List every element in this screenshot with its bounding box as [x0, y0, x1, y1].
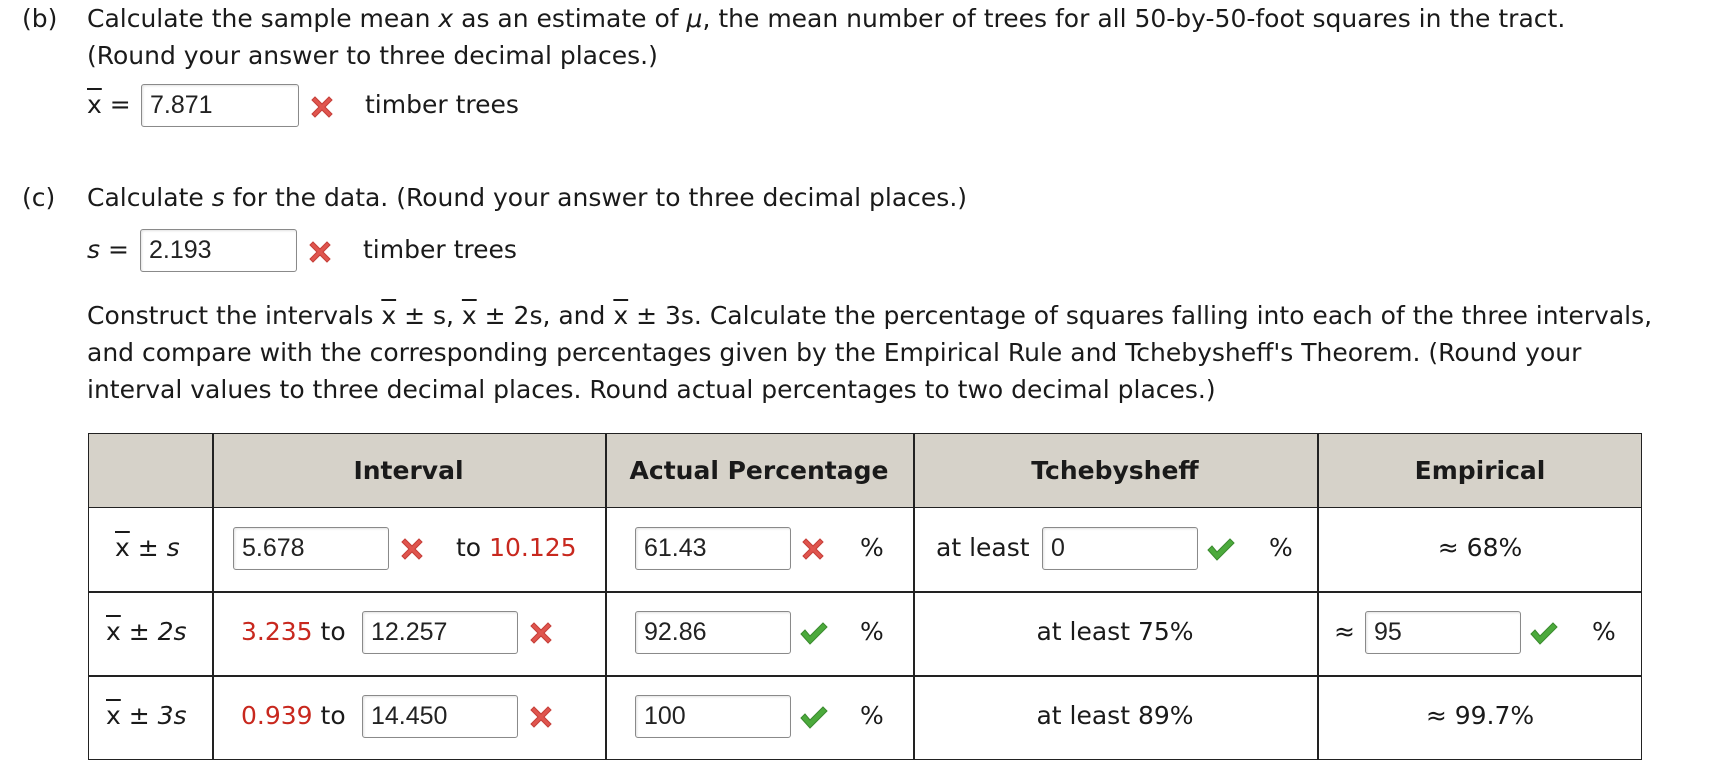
row1-interval-low-input[interactable]: 5.678 — [233, 527, 389, 570]
row2-empirical-input[interactable]: 95 — [1365, 611, 1521, 654]
row1-tcheb-prefix: at least — [936, 533, 1030, 562]
row2-tchebysheff: at least 75% — [1036, 617, 1194, 646]
row2-actual-input[interactable]: 92.86 — [635, 611, 791, 654]
row2-emp-pct: % — [1592, 617, 1616, 646]
check-mark-icon — [798, 702, 828, 732]
row3-interval-lower: 0.939 to — [241, 701, 346, 730]
part-b-unit: timber trees — [365, 90, 519, 119]
row3-actual-input[interactable]: 100 — [635, 695, 791, 738]
row2-actual-pct: % — [860, 617, 884, 646]
row1-tcheb-pct: % — [1269, 533, 1293, 562]
x-mark-icon — [526, 702, 556, 732]
row1-tcheb-input[interactable]: 0 — [1042, 527, 1198, 570]
header-tchebysheff: Tchebysheff — [1031, 456, 1199, 485]
part-b-question: Calculate the sample mean x as an estimate of μ, the mean number of trees for all 50-by-50-foot squares in the tract. — [87, 4, 1566, 33]
part-c-label: (c) — [22, 183, 56, 212]
row3-label: $\overline{x} \pm 3s$ — [106, 701, 187, 730]
row1-interval-upper: to 10.125 — [456, 533, 577, 562]
header-interval: Interval — [353, 456, 464, 485]
check-mark-icon — [1205, 534, 1235, 564]
row3-tchebysheff: at least 89% — [1036, 701, 1194, 730]
interval-table — [88, 433, 1642, 760]
row1-label: $\overline{x} \pm s$ — [115, 533, 180, 562]
x-mark-icon — [798, 534, 828, 564]
row3-empirical: ≈ 99.7% — [1425, 701, 1535, 730]
part-c-question: Calculate s for the data. (Round your answer to three decimal places.) — [87, 183, 968, 212]
row2-emp-prefix: ≈ — [1334, 617, 1355, 646]
construct-line1: Construct the intervals $\overline{x} \pm s$, $\overline{x} \pm 2s$, and $\overline{x} \pm 3s$. Calculate the percentage of squares falling into each of the three intervals, — [87, 301, 1653, 330]
row1-empirical: ≈ 68% — [1437, 533, 1523, 562]
row1-actual-input[interactable]: 61.43 — [635, 527, 791, 570]
x-mark-icon — [397, 534, 427, 564]
header-actual-percentage: Actual Percentage — [629, 456, 889, 485]
construct-line3: interval values to three decimal places. Round actual percentages to two decimal places.) — [87, 375, 1216, 404]
sample-mean-input[interactable]: 7.871 — [141, 84, 299, 127]
check-mark-icon — [1528, 618, 1558, 648]
part-b-label: (b) — [22, 4, 58, 33]
row3-actual-pct: % — [860, 701, 884, 730]
header-empirical: Empirical — [1414, 456, 1546, 485]
row1-actual-pct: % — [860, 533, 884, 562]
std-dev-input[interactable]: 2.193 — [140, 229, 297, 272]
part-b-question-line2: (Round your answer to three decimal places.) — [87, 41, 658, 70]
row2-label: $\overline{x} \pm 2s$ — [106, 617, 187, 646]
part-b-answer-label: $\overline{x}$ = — [87, 90, 131, 119]
construct-instructions — [87, 297, 1727, 408]
part-c-unit: timber trees — [363, 235, 517, 264]
x-mark-icon — [307, 92, 337, 122]
x-mark-icon — [526, 618, 556, 648]
part-c-answer-label: s = — [87, 235, 129, 264]
x-mark-icon — [305, 237, 335, 267]
row2-interval-lower: 3.235 to — [241, 617, 346, 646]
row3-interval-high-input[interactable]: 14.450 — [362, 695, 518, 738]
check-mark-icon — [798, 618, 828, 648]
row2-interval-high-input[interactable]: 12.257 — [362, 611, 518, 654]
construct-line2: and compare with the corresponding percentages given by the Empirical Rule and Tchebysheff's Theorem. (Round your — [87, 338, 1582, 367]
